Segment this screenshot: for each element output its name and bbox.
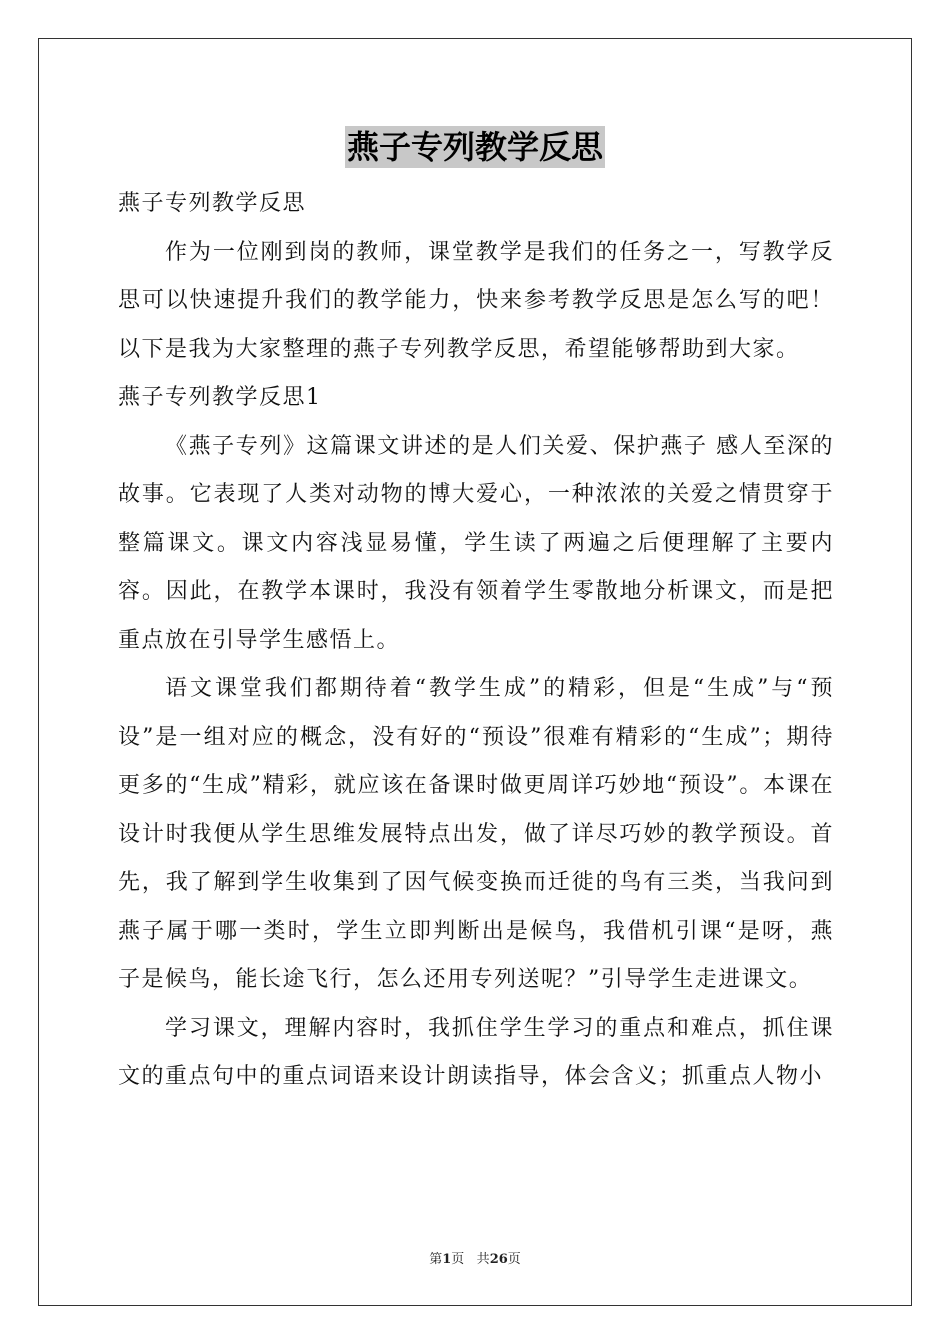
document-title: 燕子专列教学反思 <box>346 128 603 166</box>
subtitle-paragraph: 燕子专列教学反思 <box>118 191 307 216</box>
page-suffix: 页 <box>451 1252 465 1267</box>
intro-paragraph: 作为一位刚到岗的教师，课堂教学是我们的任务之一，写教学反思可以快速提升我们的教学能力，快来参考教学反思是怎么写的吧！以下是我为大家整理的燕子专列教学反思，希望能够帮助到大家。 <box>118 239 834 362</box>
body-paragraph: 《燕子专列》这篇课文讲述的是人们关爱、保护燕子 感人至深的故事。它表现了人类对动物的博大爱心，一种浓浓的关爱之情贯穿于整篇课文。课文内容浅显易懂，学生读了两遍之后便理解了主要内容。因此，在教学本课时，我没有领着学生零散地分析课文，而是把重点放在引导学生感悟上。 <box>118 433 834 653</box>
body-paragraph: 语文课堂我们都期待着“教学生成”的精彩，但是“生成”与“预设”是一组对应的概念，没有好的“预设”很难有精彩的“生成”；期待更多的“生成”精彩，就应该在备课时做更周详巧妙地“预设”。本课在设计时我便从学生思维发展特点出发，做了详尽巧妙的教学预设。首先，我了解到学生收集到了因气候变换而迁徙的鸟有三类，当我问到燕子属于哪一类时，学生立即判断出是候鸟，我借机引课“是呀，燕子是候鸟，能长途飞行，怎么还用专列送呢？”引导学生走进课文。 <box>118 676 834 992</box>
page-footer <box>0 1248 950 1267</box>
total-pages: 26 <box>489 1252 508 1267</box>
section-heading: 燕子专列教学反思1 <box>118 385 322 410</box>
total-suffix: 页 <box>507 1252 521 1267</box>
body-paragraph: 学习课文，理解内容时，我抓住学生学习的重点和难点，抓住课文的重点句中的重点词语来设计朗读指导，体会含义；抓重点人物小 <box>118 1015 834 1089</box>
page-prefix: 第 <box>429 1252 443 1267</box>
page-number: 1 <box>442 1252 452 1267</box>
total-prefix: 共 <box>476 1252 490 1267</box>
title-container <box>0 126 950 168</box>
document-body <box>118 180 834 1102</box>
